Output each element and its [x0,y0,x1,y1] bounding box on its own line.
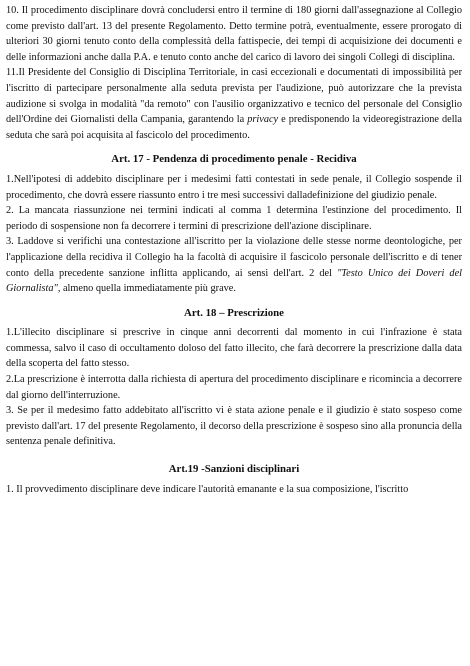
paragraph-10: 10. Il procedimento disciplinare dovrà concludersi entro il termine di 180 giorni dall'assegnazione al Collegio come previsto dall'art. 13 del presente Regolamento. Detto termine potrà, eventualmente, essere prorogato di ulteriori 30 giorni tenuto conto della complessità della fattispecie, dei tempi di acquisizione dei documenti e delle informazioni anche dalla P.A. e tenuto conto anche del carico di lavoro dei singoli Collegi di disciplina. [6,5,462,63]
paragraph-11 [6,65,462,143]
art18-heading: Art. 18 – Prescrizione [184,306,284,319]
art17-paragraph-3-text-a: 3. Laddove si verifichi una contestazione all'iscritto per la violazione delle stesse norme deontologiche, per l'applicazione della recidiva il Collegio ha la facoltà di acquisire il fascicolo personale dell'iscritto e di tener conto della precedente sanzione inflitta applicando, ai sensi dell'art. 2 del [6,236,462,279]
art19-paragraph-1: 1. Il provvedimento disciplinare deve indicare l'autorità emanante e la sua composizione, l'iscritto [6,483,409,495]
paragraph-11-privacy: privacy [247,114,279,126]
art18-paragraph-2: 2.La prescrizione è interrotta dalla richiesta di apertura del procedimento disciplinare e ricomincia a decorrere dal giorno dell'interruzione. [6,374,462,401]
art19-heading: Art.19 -Sanzioni disciplinari [168,463,300,476]
art17-paragraph-3 [6,234,462,296]
paragraph-11-text-a: 11.Il Presidente del Consiglio di Disciplina Territoriale, in casi eccezionali e documentati di impossibilità per l'iscritto di partecipare personalmente alla seduta prevista per l'audizione, può autorizzare che la prevista audizione si svolga in modalità "da remoto" con l'ausilio organizzativo e tecnico del personale del Consiglio dell'Ordine dei Giornalisti della Campania, garantendo la [6,67,462,126]
art17-paragraph-2: 2. La mancata riassunzione nei termini indicati al comma 1 determina l'estinzione del procedimento. Il periodo di sospensione non fa decorrere i termini di prescrizione dell'azione disciplinare. [6,205,462,232]
art17-heading: Art. 17 - Pendenza di procedimento penale - Recidiva [111,153,357,166]
art17-paragraph-1: 1.Nell'ipotesi di addebito disciplinare per i medesimi fatti contestati in sede penale, il Collegio sospende il procedimento, che dovrà essere riassunto entro i tre mesi successivi dalladefinizione del giudizio penale. [6,173,462,201]
art18-paragraph-3: 3. Se per il medesimo fatto addebitato all'iscritto vi è stata azione penale e il giudizio è stato sospeso come previsto dall'art. 17 del presente Regolamento, il decorso della prescrizione è sospeso sino alla pronuncia della sentenza penale definitiva. [6,405,462,448]
art18-paragraph-1: 1.L'illecito disciplinare si prescrive in cinque anni decorrenti dal momento in cui l'infrazione è stata commessa, salvo il caso di occultamento doloso del fatto illecito, che farà decorrere la prescrizione dalla data della scoperta del fatto stesso. [6,327,462,370]
paragraph-11-text-b: e predisponendo la videoregistrazione della seduta che sarà poi acquisita al fascicolo del procedimento. [6,114,462,141]
art17-testo-unico: "Testo Unico dei Doveri del Giornalista" [6,267,463,295]
art17-paragraph-3-text-b: , almeno quella immediatamente più grave. [57,283,236,295]
